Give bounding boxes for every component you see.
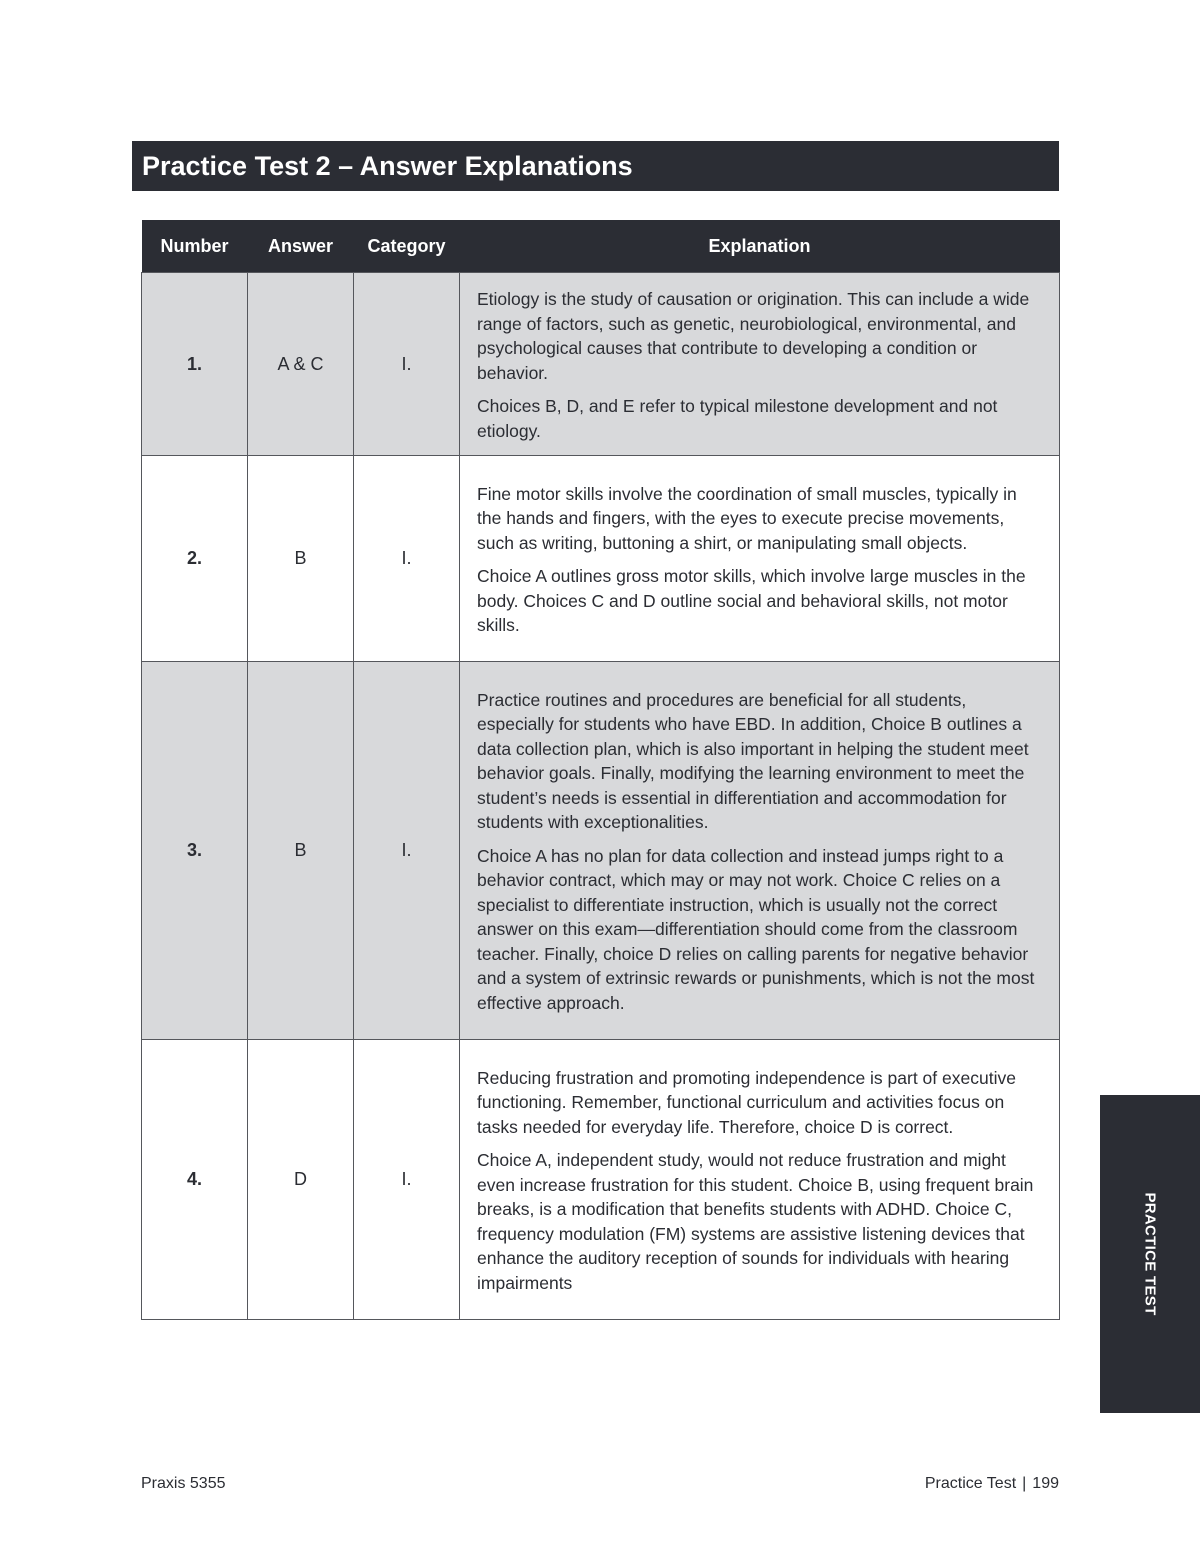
category-cell: I. [354,662,460,1040]
category-cell: I. [354,273,460,456]
question-number: 4. [142,1040,248,1320]
explanation-cell [460,273,1060,456]
category-cell: I. [354,456,460,662]
footer-section-label: Practice Test [924,1475,1017,1492]
explanation-paragraph: Etiology is the study of causation or origination. This can include a wide range of factors, such as genetic, neurobiological, environmental, and psychological causes that contribute to developing a condition or behavior. [477,289,1030,383]
explanation-paragraph: Choice A outlines gross motor skills, which involve large muscles in the body. Choices C and D outline social and behavioral skills, not motor skills. [477,566,1026,635]
explanation-paragraph: Choice A has no plan for data collection and instead jumps right to a behavior contract, which may or may not work. Choice C relies on a specialist to differentiate instruction, which is usually not the correct answer on this exam—differentiation should come from the classroom teacher. Finally, choice D relies on calling parents for negative behavior and a system of extrinsic rewards or punishments, which is not the most effective approach. [477,845,1035,1013]
column-header-number: Number [142,220,248,273]
footer-separator: | [1022,1475,1027,1492]
column-header-answer: Answer [248,220,354,273]
answer-cell: D [248,1040,354,1320]
explanation-paragraph: Choices B, D, and E refer to typical milestone development and not etiology. [477,396,998,441]
explanation-paragraph: Choice A, independent study, would not reduce frustration and might even increase frustration for this student. Choice B, using frequent brain breaks, is a modification that benefits students with ADHD. Choice C, frequency modulation (FM) systems are assistive listening devices that enhance the auditory reception of sounds for individuals with hearing impairments [477,1150,1034,1293]
explanation-cell [460,456,1060,662]
side-tab-label: PRACTICE TEST [1141,1192,1159,1316]
section-side-tab [1100,1095,1200,1413]
explanation-paragraph: Fine motor skills involve the coordination of small muscles, typically in the hands and fingers, with the eyes to execute precise movements, such as writing, buttoning a shirt, or manipulating small objects. [477,483,1017,553]
explanation-cell [460,662,1060,1040]
question-number: 1. [142,273,248,456]
answer-table [141,220,1060,1320]
explanation-cell [460,1040,1060,1320]
explanation-paragraph: Reducing frustration and promoting independence is part of executive functioning. Remember, functional curriculum and activities focus on tasks needed for everyday life. Therefore, choice D is correct. [477,1067,1016,1137]
table-row [142,456,1060,662]
table-row [142,273,1060,456]
question-number: 2. [142,456,248,662]
footer-page-info [925,1475,1059,1493]
page-title: Practice Test 2 – Answer Explanations [132,141,1059,191]
question-number: 3. [142,662,248,1040]
column-header-explanation: Explanation [460,220,1060,273]
category-cell: I. [354,1040,460,1320]
page-number: 199 [1032,1475,1059,1492]
column-header-category: Category [354,220,460,273]
answer-cell: A & C [248,273,354,456]
explanation-paragraph: Practice routines and procedures are beneficial for all students, especially for students who have EBD. In addition, Choice B outlines a data collection plan, which is also important in helping the student meet behavior goals. Finally, modifying the learning environment to meet the student’s needs is essential in differentiation and accommodation for students with exceptionalities. [477,689,1029,833]
table-row [142,662,1060,1040]
table-header-row [142,220,1060,273]
table-row [142,1040,1060,1320]
answer-cell: B [248,662,354,1040]
answer-cell: B [248,456,354,662]
footer-book-title: Praxis 5355 [141,1475,226,1492]
